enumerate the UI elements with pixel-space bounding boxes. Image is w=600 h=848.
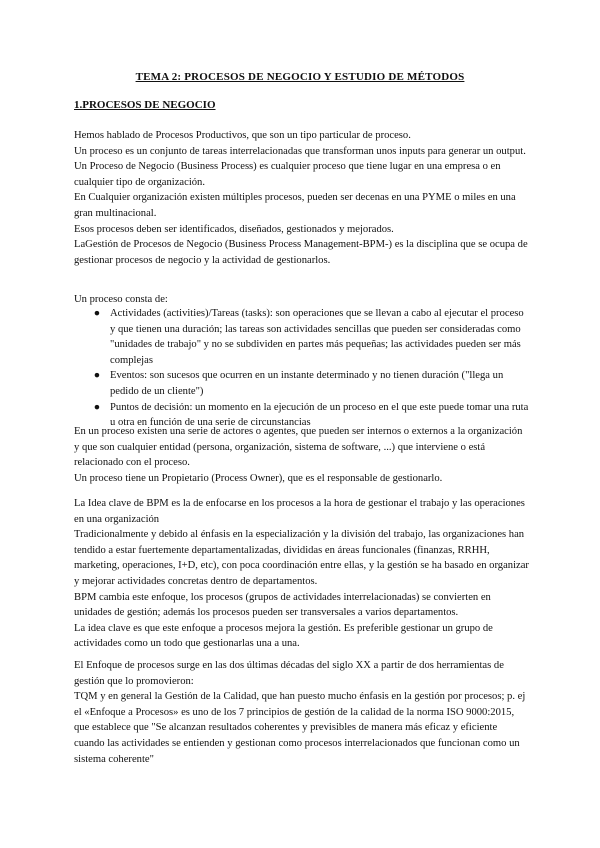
paragraph: La idea clave es que este enfoque a procesos mejora la gestión. Es preferible gestionar un grupo de actividades como un todo que gestionarlas una a una. <box>74 622 493 650</box>
bullet-icon: ● <box>93 401 101 413</box>
list-item-text: Eventos: son sucesos que ocurren en un instante determinado y no tienen duración ("llega un pedido de un cliente") <box>110 370 504 397</box>
paragraph: En un proceso existen una serie de actores o agentes, que pueden ser internos o externos a la organización y que son cualquier entidad (persona, organización, sistema de software, ...) que interviene o está relacionado con el proceso. <box>74 426 523 469</box>
intro-line: Esos procesos deben ser identificados, diseñados, gestionados y mejorados. <box>74 223 394 235</box>
bullet-icon: ● <box>93 308 101 319</box>
intro-line: Un proceso es un conjunto de tareas interrelacionadas que transforman unos inputs para generar un output. <box>74 145 526 157</box>
intro-line: LaGestión de Procesos de Negocio (Business Process Management-BPM-) es la disciplina que se ocupa de gestionar procesos de negocio y la actividad de gestionarlos. <box>74 239 528 266</box>
intro-line: Un Proceso de Negocio (Business Process) es cualquier proceso que tiene lugar en una empresa o en cualquier tipo de organización. <box>74 161 501 188</box>
actors-paragraphs <box>74 424 530 486</box>
bullet-icon: ● <box>93 370 101 382</box>
intro-line: En Cualquier organización existen múltiples procesos, pueden ser decenas en una PYME o miles en una gran multinacional. <box>74 192 516 219</box>
component-list <box>74 306 530 431</box>
document-title: TEMA 2: PROCESOS DE NEGOCIO Y ESTUDIO DE MÉTODOS <box>135 71 465 83</box>
section-heading: 1.PROCESOS DE NEGOCIO <box>74 99 216 111</box>
intro-line: Hemos hablado de Procesos Productivos, que son un tipo particular de proceso. <box>74 130 411 141</box>
enfoque-paragraphs <box>74 658 530 767</box>
paragraph: TQM y en general la Gestión de la Calidad, que han puesto mucho énfasis en la gestión por procesos; p. ej el «Enfoque a Procesos» es uno de los 7 principios de gestión de la calidad de la norma ISO 9000:2015, que establece que "Se alcanzan resultados coherentes y previsibles de manera más eficaz y eficiente cuando las actividades se entienden y gestionan como procesos interrelacionados que funcionan como un sistema coherente" <box>74 691 526 765</box>
paragraph: Un proceso tiene un Propietario (Process Owner), que es el responsable de gestionarlo. <box>74 472 443 484</box>
paragraph: Tradicionalmente y debido al énfasis en la especialización y la división del trabajo, las organizaciones han tendido a estar fuertemente departamentalizadas, divididas en áreas funcionales (finanzas, RRHH, marketing, operaciones, I+D, etc), con poca coordinación entre ellas, y la gestión se ha basado en organizar y mejorar actividades concretas dentro de departamentos. <box>74 529 529 587</box>
paragraph: La Idea clave de BPM es la de enfocarse en los procesos a la hora de gestionar el trabajo y las operaciones en una organización <box>74 498 525 525</box>
list-item <box>74 368 530 399</box>
list-item-text: Actividades (activities)/Tareas (tasks): son operaciones que se llevan a cabo al ejecutar el proceso y que tienen una duración; las tareas son actividades sencillas que pueden ser consideradas como "unidades de trabajo" y no se subdividen en partes más pequeñas; las actividades pueden ser más complejas <box>110 308 524 366</box>
paragraph: El Enfoque de procesos surge en las dos últimas décadas del siglo XX a partir de dos herramientas de gestión que lo promovieron: <box>74 660 504 687</box>
list-item-text: Puntos de decisión: un momento en la ejecución de un proceso en el que este puede tomar una ruta u otra en función de una serie de circunstancias <box>110 401 529 429</box>
paragraph: BPM cambia este enfoque, los procesos (grupos de actividades interrelacionadas) se convierten en unidades de gestión; además los procesos pueden ser transversales a varios departamentos. <box>74 591 491 619</box>
intro-paragraphs <box>74 128 530 268</box>
consta-label: Un proceso consta de: <box>74 294 168 305</box>
list-item <box>74 306 530 368</box>
bpm-paragraphs <box>74 496 530 652</box>
